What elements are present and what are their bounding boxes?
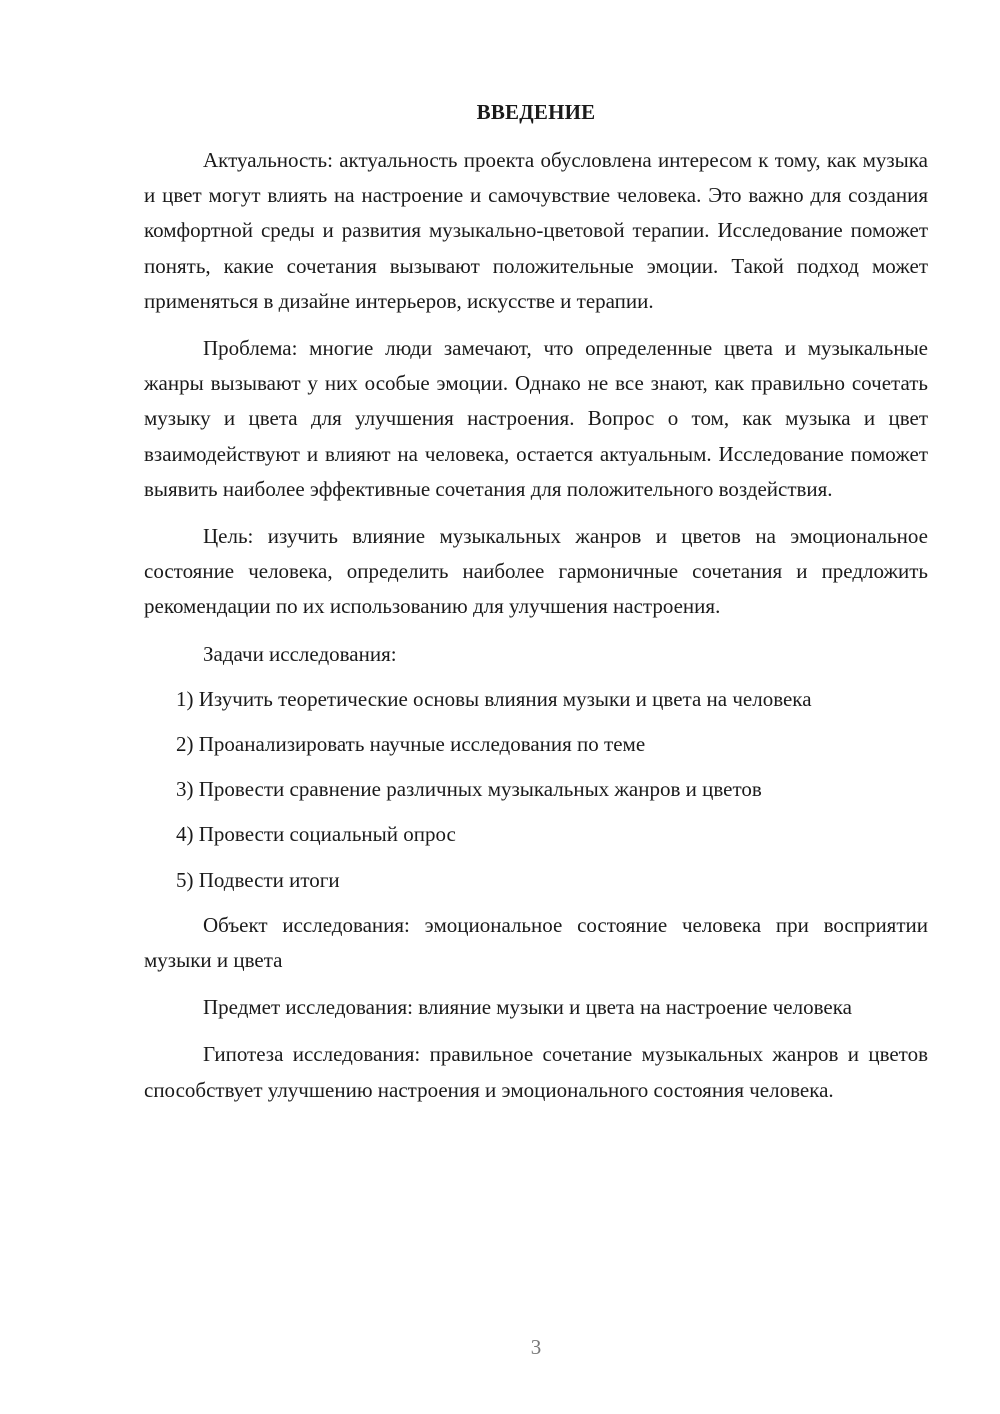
task-item: 2) Проанализировать научные исследования по теме — [176, 732, 646, 757]
task-item: 4) Провести социальный опрос — [176, 822, 456, 847]
task-item: 5) Подвести итоги — [176, 867, 340, 892]
paragraph-subject: Предмет исследования: влияние музыки и цвета на настроение человека — [203, 995, 852, 1020]
body-text — [144, 143, 928, 1108]
paragraph-goal: Цель: изучить влияние музыкальных жанров и цветов на эмоциональное состояние человека, определить наиболее гармоничные сочетания и предложить рекомендации по их использованию для улучшения настроения. — [144, 524, 928, 619]
paragraph-problem: Проблема: многие люди замечают, что определенные цвета и музыкальные жанры вызывают у них особые эмоции. Однако не все знают, как правильно сочетать музыку и цвета для улучшения настроения. Вопрос о том, как музыка и цвет взаимодействуют и влияют на человека, остается актуальным. Исследование поможет выявить наиболее эффективные сочетания для положительного воздействия. — [144, 336, 928, 501]
paragraph-hypothesis: Гипотеза исследования: правильное сочетание музыкальных жанров и цветов способствует улучшению настроения и эмоционального состояния человека. — [144, 1042, 928, 1102]
task-item: 3) Провести сравнение различных музыкальных жанров и цветов — [176, 777, 762, 802]
paragraph-relevance: Актуальность: актуальность проекта обусловлена интересом к тому, как музыка и цвет могут влиять на настроение и самочувствие человека. Это важно для создания комфортной среды и развития музыкально-цветовой терапии. Исследование поможет понять, какие сочетания вызывают положительные эмоции. Такой подход может применяться в дизайне интерьеров, искусстве и терапии. — [144, 148, 928, 313]
task-list — [144, 682, 928, 898]
tasks-title: Задачи исследования: — [203, 641, 397, 666]
task-item: 1) Изучить теоретические основы влияния музыки и цвета на человека — [176, 686, 812, 711]
paragraph-object: Объект исследования: эмоциональное состояние человека при восприятии музыки и цвета — [144, 912, 928, 973]
section-heading: ВВЕДЕНИЕ — [476, 100, 596, 124]
page-number: 3 — [530, 1335, 542, 1359]
